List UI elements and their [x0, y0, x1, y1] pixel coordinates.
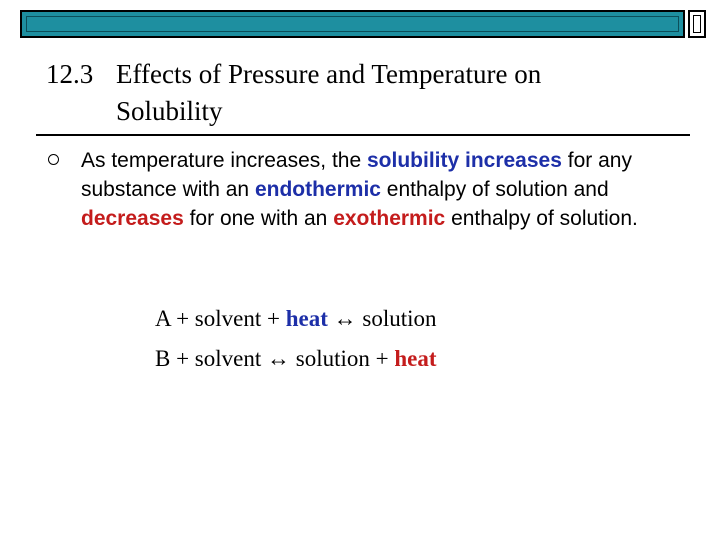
highlight-exothermic: exothermic	[333, 207, 446, 230]
title-divider	[36, 134, 690, 136]
equation-text: B + solvent ↔ solution +	[155, 346, 395, 371]
equation-text: ↔ solution	[327, 306, 437, 331]
title-text-1: Effects of Pressure and Temperature on	[116, 59, 542, 89]
bullet-text-part: enthalpy of solution.	[445, 207, 638, 230]
bullet-text-part: As temperature increases, the	[81, 149, 367, 172]
bullet-text-part: for one with an	[183, 207, 334, 230]
equation-endothermic	[155, 306, 437, 332]
header-accent-bar-inner	[26, 16, 679, 32]
title-line-1	[46, 56, 686, 93]
equation-text: A + solvent +	[155, 306, 286, 331]
equation-heat-blue: heat	[285, 306, 328, 331]
highlight-endothermic: endothermic	[254, 178, 381, 201]
header-accent-bar	[20, 10, 685, 38]
equation-heat-red: heat	[394, 346, 437, 371]
slide-title	[46, 56, 686, 130]
bullet-text	[81, 146, 691, 233]
highlight-decreases: decreases	[81, 207, 184, 230]
corner-decoration-inner	[693, 15, 701, 33]
equation-exothermic	[155, 346, 437, 372]
bullet-circle-icon	[48, 154, 59, 165]
bullet-text-part: for any substance with an	[81, 149, 632, 201]
highlight-solubility-increases: solubility increases	[366, 149, 562, 172]
title-number: 12.3	[46, 59, 94, 89]
corner-decoration	[688, 10, 706, 38]
title-line-2: Solubility	[116, 96, 223, 126]
bullet-text-part: enthalpy of solution and	[380, 178, 609, 201]
